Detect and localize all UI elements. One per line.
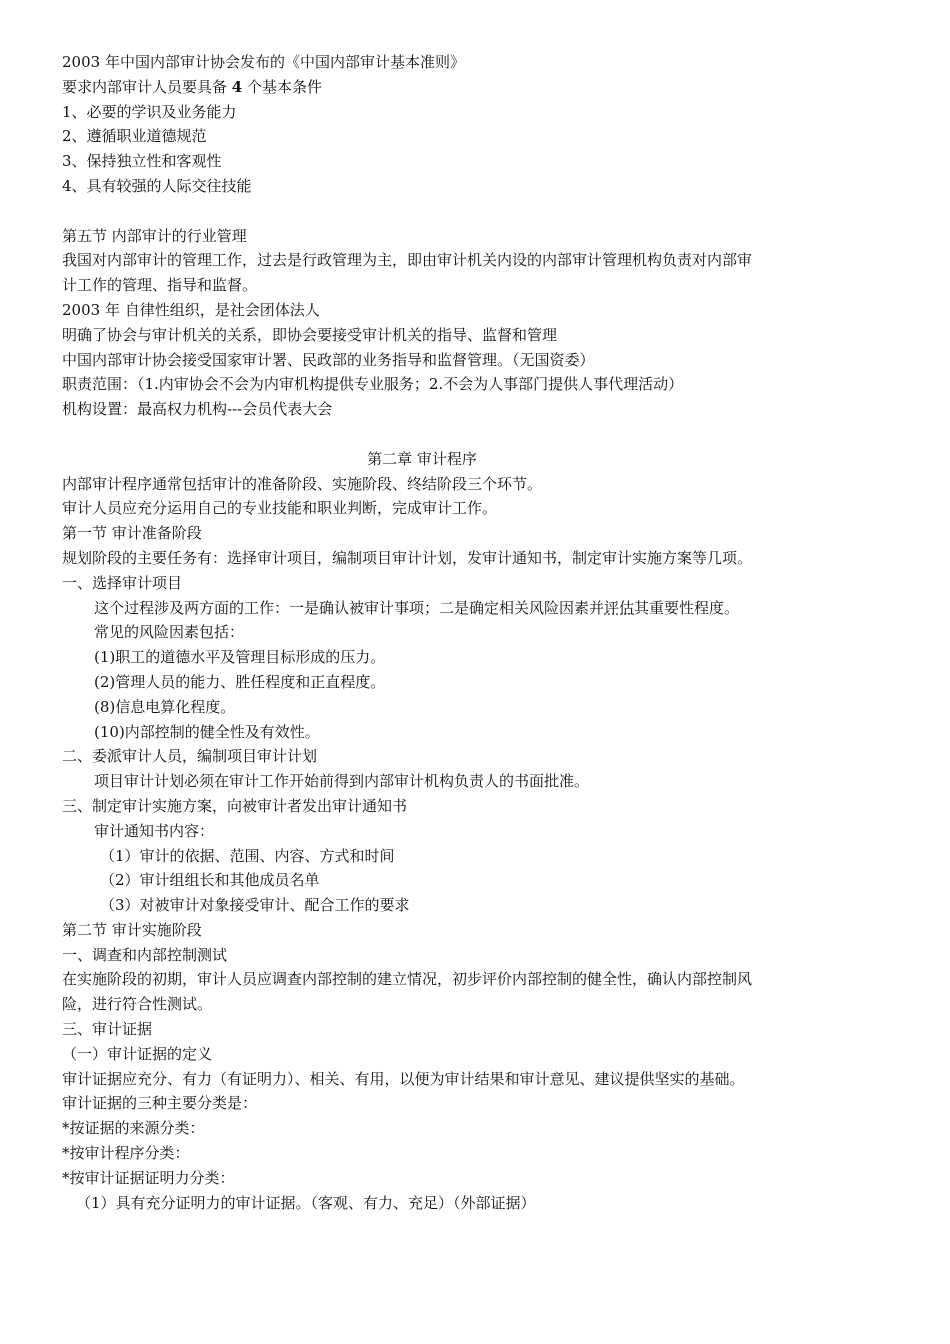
paragraph: 明确了协会与审计机关的关系，即协会要接受审计机关的指导、监督和管理	[62, 325, 558, 344]
list-item: （3）对被审计对象接受审计、配合工作的要求	[100, 896, 410, 915]
paragraph: 在实施阶段的初期，审计人员应调查内部控制的建立情况，初步评价内部控制的健全性，确认内部控制风险，进行符合性测试。	[62, 970, 753, 1014]
paragraph: 规划阶段的主要任务有：选择审计项目，编制项目审计计划，发审计通知书，制定审计实施方案等几项。	[62, 548, 753, 567]
paragraph	[62, 596, 752, 621]
list-item: （2）审计组组长和其他成员名单	[100, 871, 320, 890]
requirement-line	[62, 75, 752, 100]
paragraph: 机构设置：最高权力机构---会员代表大会	[62, 400, 333, 419]
list-item: (1)职工的道德水平及管理目标形成的压力。	[94, 648, 386, 667]
spacer	[62, 422, 752, 447]
subsection-heading: 二、委派审计人员，编制项目审计计划	[62, 747, 318, 766]
list-item: 3、保持独立性和客观性	[62, 152, 222, 171]
list-item: （1）具有充分证明力的审计证据。（客观、有力、充足）（外部证据）	[76, 1193, 536, 1212]
list-item: (2)管理人员的能力、胜任程度和正直程度。	[94, 672, 386, 691]
paragraph: 审计通知书内容：	[94, 821, 215, 840]
subsection-heading: （一）审计证据的定义	[62, 1044, 213, 1063]
list-item: *按审计证据证明力分类：	[62, 1168, 235, 1187]
list-item: *按审计程序分类：	[62, 1144, 190, 1163]
paragraph: 内部审计程序通常包括审计的准备阶段、实施阶段、终结阶段三个环节。	[62, 474, 543, 493]
paragraph: 常见的风险因素包括：	[94, 623, 245, 642]
standard-title-line: 2003 年中国内部审计协会发布的《中国内部审计基本准则》	[62, 53, 465, 71]
list-item: （1）审计的依据、范围、内容、方式和时间	[100, 846, 395, 865]
list-item: (8)信息电算化程度。	[94, 697, 236, 716]
underlined-term: 评估	[604, 598, 635, 617]
list-item: 1、必要的学识及业务能力	[62, 102, 237, 121]
list-item: 4、具有较强的人际交往技能	[62, 176, 252, 195]
paragraph-text-end: 其重要性程度。	[634, 598, 740, 617]
subsection-heading: 一、选择审计项目	[62, 573, 183, 592]
paragraph: 审计人员应充分运用自己的专业技能和职业判断，完成审计工作。	[62, 499, 498, 518]
requirement-text: 要求内部审计人员要具备	[62, 77, 232, 96]
paragraph: 2003 年 自律性组织，是社会团体法人	[62, 300, 320, 319]
subsection-heading: 一、调查和内部控制测试	[62, 945, 228, 964]
paragraph: 职责范围：（1.内审协会不会为内审机构提供专业服务；2.不会为人事部门提供人事代理活动）	[62, 375, 684, 394]
subsection-heading: 三、审计证据	[62, 1020, 153, 1039]
chapter-title: 第二章 审计程序	[367, 449, 477, 468]
requirement-count: 4	[231, 77, 243, 96]
paragraph: 中国内部审计协会接受国家审计署、民政部的业务指导和监督管理。（无国资委）	[62, 350, 595, 369]
spacer	[62, 199, 752, 224]
paragraph-text: 这个过程涉及两方面的工作：一是确认被审计事项；二是确定相关风险因素并	[94, 598, 605, 617]
subsection-heading: 三、制定审计实施方案，向被审计者发出审计通知书	[62, 796, 408, 815]
list-item: *按证据的来源分类：	[62, 1119, 205, 1138]
paragraph: 审计证据应充分、有力（有证明力）、相关、有用，以便为审计结果和审计意见、建议提供坚实的基础。	[62, 1069, 745, 1088]
paragraph: 项目审计计划必须在审计工作开始前得到内部审计机构负责人的书面批准。	[94, 772, 590, 791]
requirement-text-end: 个基本条件	[242, 77, 322, 96]
paragraph: 我国对内部审计的管理工作，过去是行政管理为主，即由审计机关内设的内部审计管理机构负责对内部审计工作的管理、指导和监督。	[62, 251, 753, 295]
section-heading: 第一节 审计准备阶段	[62, 524, 202, 543]
list-item: (10)内部控制的健全性及有效性。	[94, 722, 320, 741]
section-heading: 第五节 内部审计的行业管理	[62, 226, 247, 245]
list-item: 2、遵循职业道德规范	[62, 127, 207, 146]
section-heading: 第二节 审计实施阶段	[62, 920, 202, 939]
paragraph: 审计证据的三种主要分类是：	[62, 1094, 258, 1113]
document-page	[62, 50, 752, 1215]
